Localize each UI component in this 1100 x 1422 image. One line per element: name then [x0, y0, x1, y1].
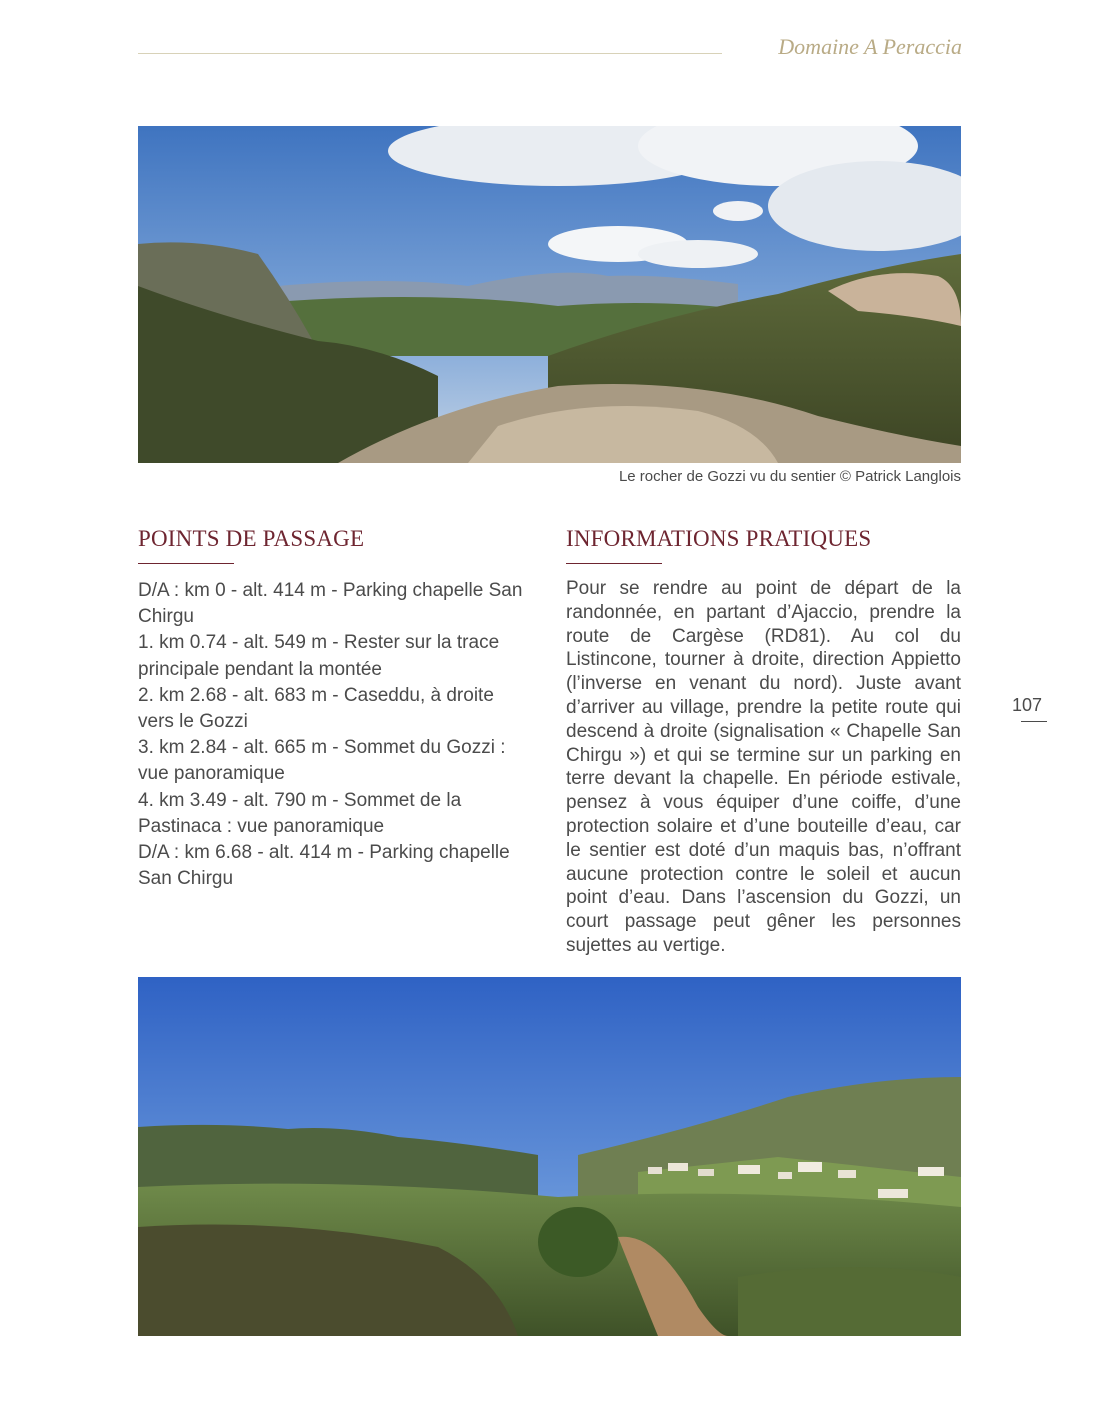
waypoints-list [138, 578, 530, 892]
photo-gozzi-panorama [138, 126, 961, 463]
photo-village-landscape [138, 977, 961, 1336]
waypoint-item: 2. km 2.68 - alt. 683 m - Caseddu, à droite vers le Gozzi [138, 684, 494, 733]
page-number: 107 [1012, 695, 1043, 715]
waypoint-item: D/A : km 6.68 - alt. 414 m - Parking chapelle San Chirgu [138, 842, 510, 890]
waypoints-heading: POINTS DE PASSAGE [138, 526, 365, 551]
page-number-rule [1021, 721, 1047, 722]
info-heading: INFORMATIONS PRATIQUES [566, 526, 872, 551]
waypoint-item: 3. km 2.84 - alt. 665 m - Sommet du Gozzi : vue panoramique [138, 737, 506, 785]
waypoint-item: 4. km 3.49 - alt. 790 m - Sommet de la Pastinaca : vue panoramique [138, 789, 462, 837]
waypoint-item: 1. km 0.74 - alt. 549 m - Rester sur la trace principale pendant la montée [138, 632, 500, 680]
info-paragraph: Pour se rendre au point de départ de la randonnée, en partant d’Ajaccio, prendre la route de Cargèse (RD81). Au col du Listincone, tourner à droite, direction Appietto (l’inverse en venant du nord). Juste avant d’arriver au village, prendre la petite route qui descend à droite (signalisation « Chapelle San Chirgu ») et qui se termine sur un parking en terre devant la chapelle. En période estivale, pensez à vous équiper d’une coiffe, d’une protection solaire et d’une bouteille d’eau, car le sentier est doté d’un maquis bas, n’offrant aucune protection contre le soleil et aucun point d’eau. Dans l’ascension du Gozzi, un court passage peut gêner les personnes sujettes au vertige. [566, 578, 961, 956]
waypoint-item: D/A : km 0 - alt. 414 m - Parking chapelle San Chirgu [138, 580, 523, 628]
photo-caption: Le rocher de Gozzi vu du sentier © Patrick Langlois [618, 468, 961, 485]
mountain-panorama-image [138, 126, 961, 463]
book-title: Domaine A Peraccia [778, 34, 962, 59]
info-heading-rule [566, 563, 662, 564]
header-rule [138, 53, 722, 54]
village-landscape-image [138, 977, 961, 1336]
waypoints-heading-rule [138, 563, 234, 564]
